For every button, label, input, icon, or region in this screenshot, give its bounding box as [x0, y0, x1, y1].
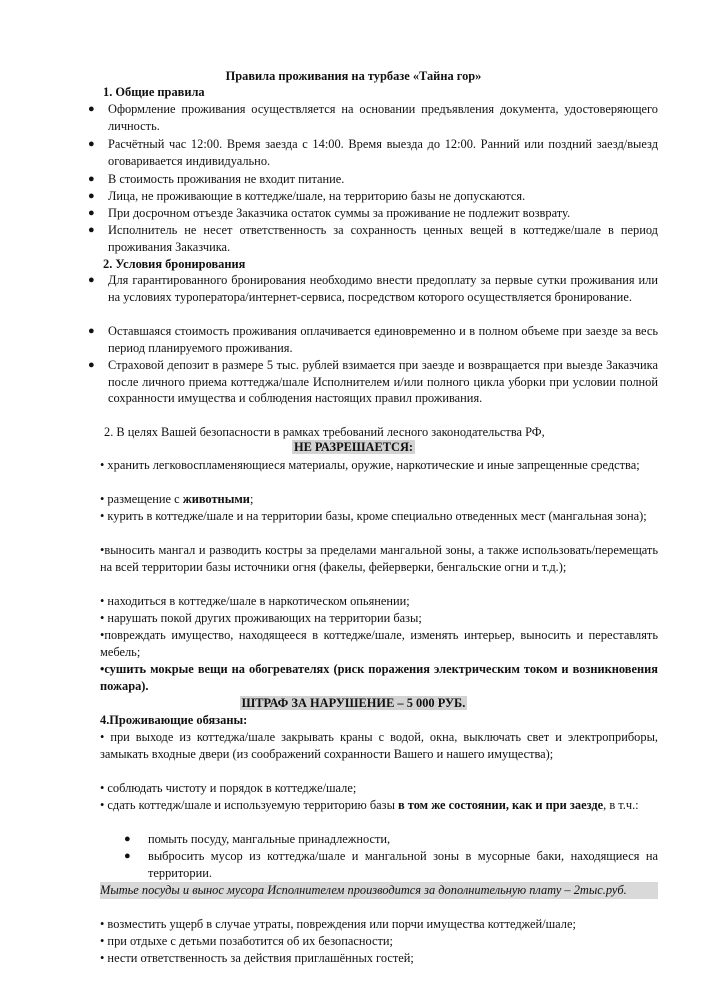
- not-allowed-banner: [0, 439, 707, 456]
- section4-heading: 4.Проживающие обязаны:: [100, 713, 248, 727]
- duty-item: • соблюдать чистоту и порядок в коттедже/шале;: [100, 781, 357, 795]
- bullet-icon: ●: [88, 138, 95, 150]
- sub-duty-item: помыть посуду, мангальные принадлежности,: [148, 832, 391, 846]
- duty-item: • нести ответственность за действия приглашённых гостей;: [100, 951, 414, 965]
- bullet-icon: ●: [124, 850, 131, 862]
- fine-banner: [0, 695, 707, 712]
- bullet-icon: ●: [88, 173, 95, 185]
- rule-item: Расчётный час 12:00. Время заезда с 14:00. Время выезда до 12:00. Ранний или поздний заезд/выезд оговаривается индивидуально.: [108, 137, 658, 168]
- rule-item: Оформление проживания осуществляется на основании предъявления документа, удостоверяющего личность.: [108, 102, 658, 133]
- duty-item: • возместить ущерб в случае утраты, повреждения или порчи имущества коттеджей/шале;: [100, 917, 576, 931]
- bullet-icon: ●: [88, 325, 95, 337]
- bullet-icon: ●: [88, 103, 95, 115]
- booking-item: Страховой депозит в размере 5 тыс. рублей взимается при заезде и возвращается при выезде Заказчика после личного приема коттеджа/шале Исполнителем и/или полного цикла уборки при условии полной сохранности имущества и соблюдения настоящих правил проживания.: [108, 358, 658, 406]
- rule-item: В стоимость проживания не входит питание.: [108, 172, 345, 186]
- section2-heading: 2. Условия бронирования: [103, 257, 246, 271]
- same-state-bold: в том же состоянии, как и при заезде: [398, 798, 604, 812]
- prohibited-item: • нарушать покой других проживающих на территории базы;: [100, 611, 422, 625]
- prohibited-item: [100, 491, 658, 508]
- duty-item: • при выходе из коттеджа/шале закрывать краны с водой, окна, выключать свет и электроприборы, замыкать входные двери (из соображений сохранности Вашего и нашего имущества);: [100, 730, 658, 761]
- prohibited-item: • курить в коттедже/шале и на территории базы, кроме специально отведенных мест (мангальная зона);: [100, 509, 647, 523]
- rule-item: Лица, не проживающие в коттедже/шале, на территорию базы не допускаются.: [108, 189, 526, 203]
- bullet-icon: ●: [88, 207, 95, 219]
- animals-end: ;: [249, 492, 254, 506]
- bullet-icon: ●: [88, 274, 95, 286]
- booking-item: Для гарантированного бронирования необходимо внести предоплату за первые сутки проживания или на условиях туроператора/интернет-сервиса, посредством которого осуществляется бронирование.: [108, 273, 658, 304]
- section1-heading: 1. Общие правила: [103, 85, 205, 99]
- safety-intro: 2. В целях Вашей безопасности в рамках требований лесного законодательства РФ,: [104, 425, 545, 439]
- animals-bold: животными: [182, 492, 250, 506]
- rule-item: При досрочном отъезде Заказчика остаток суммы за проживание не подлежит возврату.: [108, 206, 571, 220]
- page-title: Правила проживания на турбазе «Тайна гор»: [225, 69, 482, 83]
- sub-duty-item: выбросить мусор из коттеджа/шале и мангальной зоны в мусорные баки, находящиеся на территории.: [148, 849, 658, 880]
- prohibited-item: • находиться в коттедже/шале в наркотическом опьянении;: [100, 594, 410, 608]
- prohibited-item: •сушить мокрые вещи на обогревателях (риск поражения электрическим током и возникновения пожара).: [100, 662, 658, 693]
- duty-item-text: • сдать коттедж/шале и используемую территорию базы: [100, 798, 395, 812]
- bullet-icon: ●: [124, 833, 131, 845]
- bullet-icon: ●: [88, 359, 95, 371]
- same-state-end: , в т.ч.:: [603, 798, 639, 812]
- booking-item: Оставшаяся стоимость проживания оплачивается единовременно и в полном объеме при заезде за весь период планируемого проживания.: [108, 324, 658, 355]
- not-allowed-text: НЕ РАЗРЕШАЕТСЯ:: [293, 440, 414, 454]
- prohibited-item: •выносить мангал и разводить костры за пределами мангальной зоны, а также использовать/перемещать на всей территории базы источники огня (факелы, фейерверки, бенгальские огни и т.д.);: [100, 543, 658, 574]
- duty-item: • при отдыхе с детьми позаботится об их безопасности;: [100, 934, 393, 948]
- rule-item: Исполнитель не несет ответственность за сохранность ценных вещей в коттедже/шале в период проживания Заказчика.: [108, 223, 658, 254]
- extra-fee-note: Мытье посуды и вынос мусора Исполнителем производится за дополнительную плату – 2тыс.руб.: [100, 882, 658, 899]
- prohibited-item: •повреждать имущество, находящееся в коттедже/шале, изменять интерьер, выносить и переставлять мебель;: [100, 628, 658, 659]
- prohibited-item: • хранить легковоспламеняющиеся материалы, оружие, наркотические и иные запрещенные средства;: [100, 458, 640, 472]
- fine-text: ШТРАФ ЗА НАРУШЕНИЕ – 5 000 РУБ.: [241, 696, 466, 710]
- bullet-icon: ●: [88, 224, 95, 236]
- duty-item: [100, 797, 658, 814]
- bullet-icon: ●: [88, 190, 95, 202]
- prohibited-item-text: • размещение с: [100, 492, 180, 506]
